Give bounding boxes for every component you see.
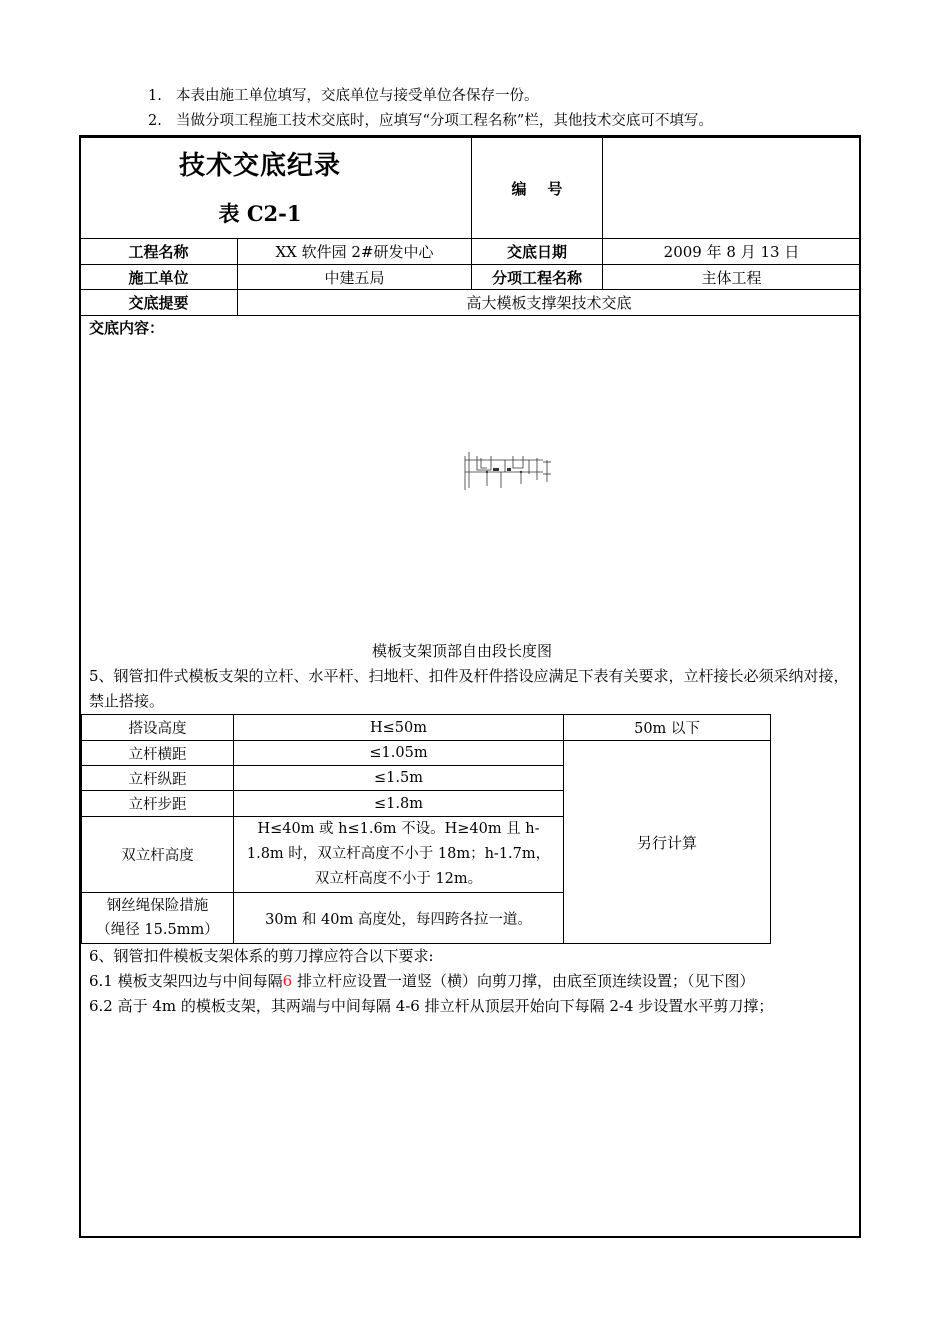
contractor-value[interactable]: 中建五局: [324, 268, 385, 287]
table-merged-value: 另行计算: [564, 741, 771, 944]
table-header-height: 搭设高度: [82, 715, 234, 741]
paragraph-6-1-end: 排立杆应设置一道竖（横）向剪刀撑，由底至顶连续设置；（见下图）: [292, 972, 755, 990]
paragraph-6-1-highlight: 6: [282, 972, 293, 990]
table-row-label: 立杆横距: [82, 741, 234, 766]
table-row-value: 30m 和 40m 高度处，每四跨各拉一道。: [234, 893, 564, 944]
summary-value[interactable]: 高大模板支撑架技术交底: [466, 294, 632, 312]
note-1-text: 本表由施工单位填写，交底单位与接受单位各保存一份。: [176, 88, 539, 104]
paragraph-6-1: [89, 969, 754, 994]
note-1: [148, 87, 539, 105]
paragraph-6-2: 6.2 高于 4m 的模板支架，其两端与中间每隔 4-6 排立杆从顶层开始向下每隔 2-4 步设置水平剪刀撑；: [89, 997, 774, 1015]
contractor-label: 施工单位: [128, 268, 189, 287]
project-name-value[interactable]: XX 软件园 2#研发中心: [275, 243, 434, 261]
summary-label: 交底提要: [128, 294, 189, 312]
table-header-below: 50m 以下: [564, 715, 771, 741]
date-value[interactable]: 2009 年 8 月 13 日: [663, 243, 800, 261]
note-2-text: 当做分项工程施工技术交底时，应填写“分项工程名称”栏，其他技术交底可不填写。: [176, 113, 713, 129]
row-line-4: [80, 315, 860, 316]
paragraph-6-1-start: 6.1 模板支架四边与中间每隔: [89, 972, 283, 990]
table-row-label: 立杆步距: [82, 791, 234, 817]
table-row-value: ≤1.8m: [234, 791, 564, 817]
note-1-number: 1.: [148, 88, 162, 104]
table-row-label: 双立杆高度: [82, 817, 234, 893]
table-row-value: H≤40m 或 h≤1.6m 不设。H≥40m 且 h-1.8m 时，双立杆高度不小于 18m；h-1.7m，双立杆高度不小于 12m。: [234, 817, 564, 893]
number-value[interactable]: [603, 137, 859, 237]
form-title: 技术交底纪录: [178, 151, 341, 181]
table-row-value: ≤1.5m: [234, 766, 564, 791]
paragraph-6: 6、钢管扣件模板支架体系的剪刀撑应符合以下要求:: [89, 947, 434, 965]
paragraph-5: 5、钢管扣件式模板支架的立杆、水平杆、扫地杆、扣件及杆件搭设应满足下表有关要求，立杆接长必须采纳对接，禁止搭接。: [89, 667, 849, 710]
formwork-top-diagram: [463, 450, 555, 492]
table-row-label: 钢丝绳保险措施（绳径 15.5mm）: [82, 893, 234, 944]
requirements-table: [81, 714, 771, 944]
subitem-label: 分项工程名称: [491, 268, 582, 287]
content-label: 交底内容：: [89, 319, 165, 337]
form-code: 表 C2-1: [218, 201, 302, 226]
figure-caption: 模板支架顶部自由段长度图: [372, 642, 553, 660]
date-label: 交底日期: [506, 243, 567, 261]
number-label: 编 号: [511, 180, 563, 198]
project-name-label: 工程名称: [128, 243, 189, 261]
table-row-label: 立杆纵距: [82, 766, 234, 791]
table-header-range: H≤50m: [234, 715, 564, 741]
note-2: [148, 112, 713, 130]
table-row-value: ≤1.05m: [234, 741, 564, 766]
subitem-value[interactable]: 主体工程: [701, 268, 762, 287]
note-2-number: 2.: [148, 113, 162, 129]
